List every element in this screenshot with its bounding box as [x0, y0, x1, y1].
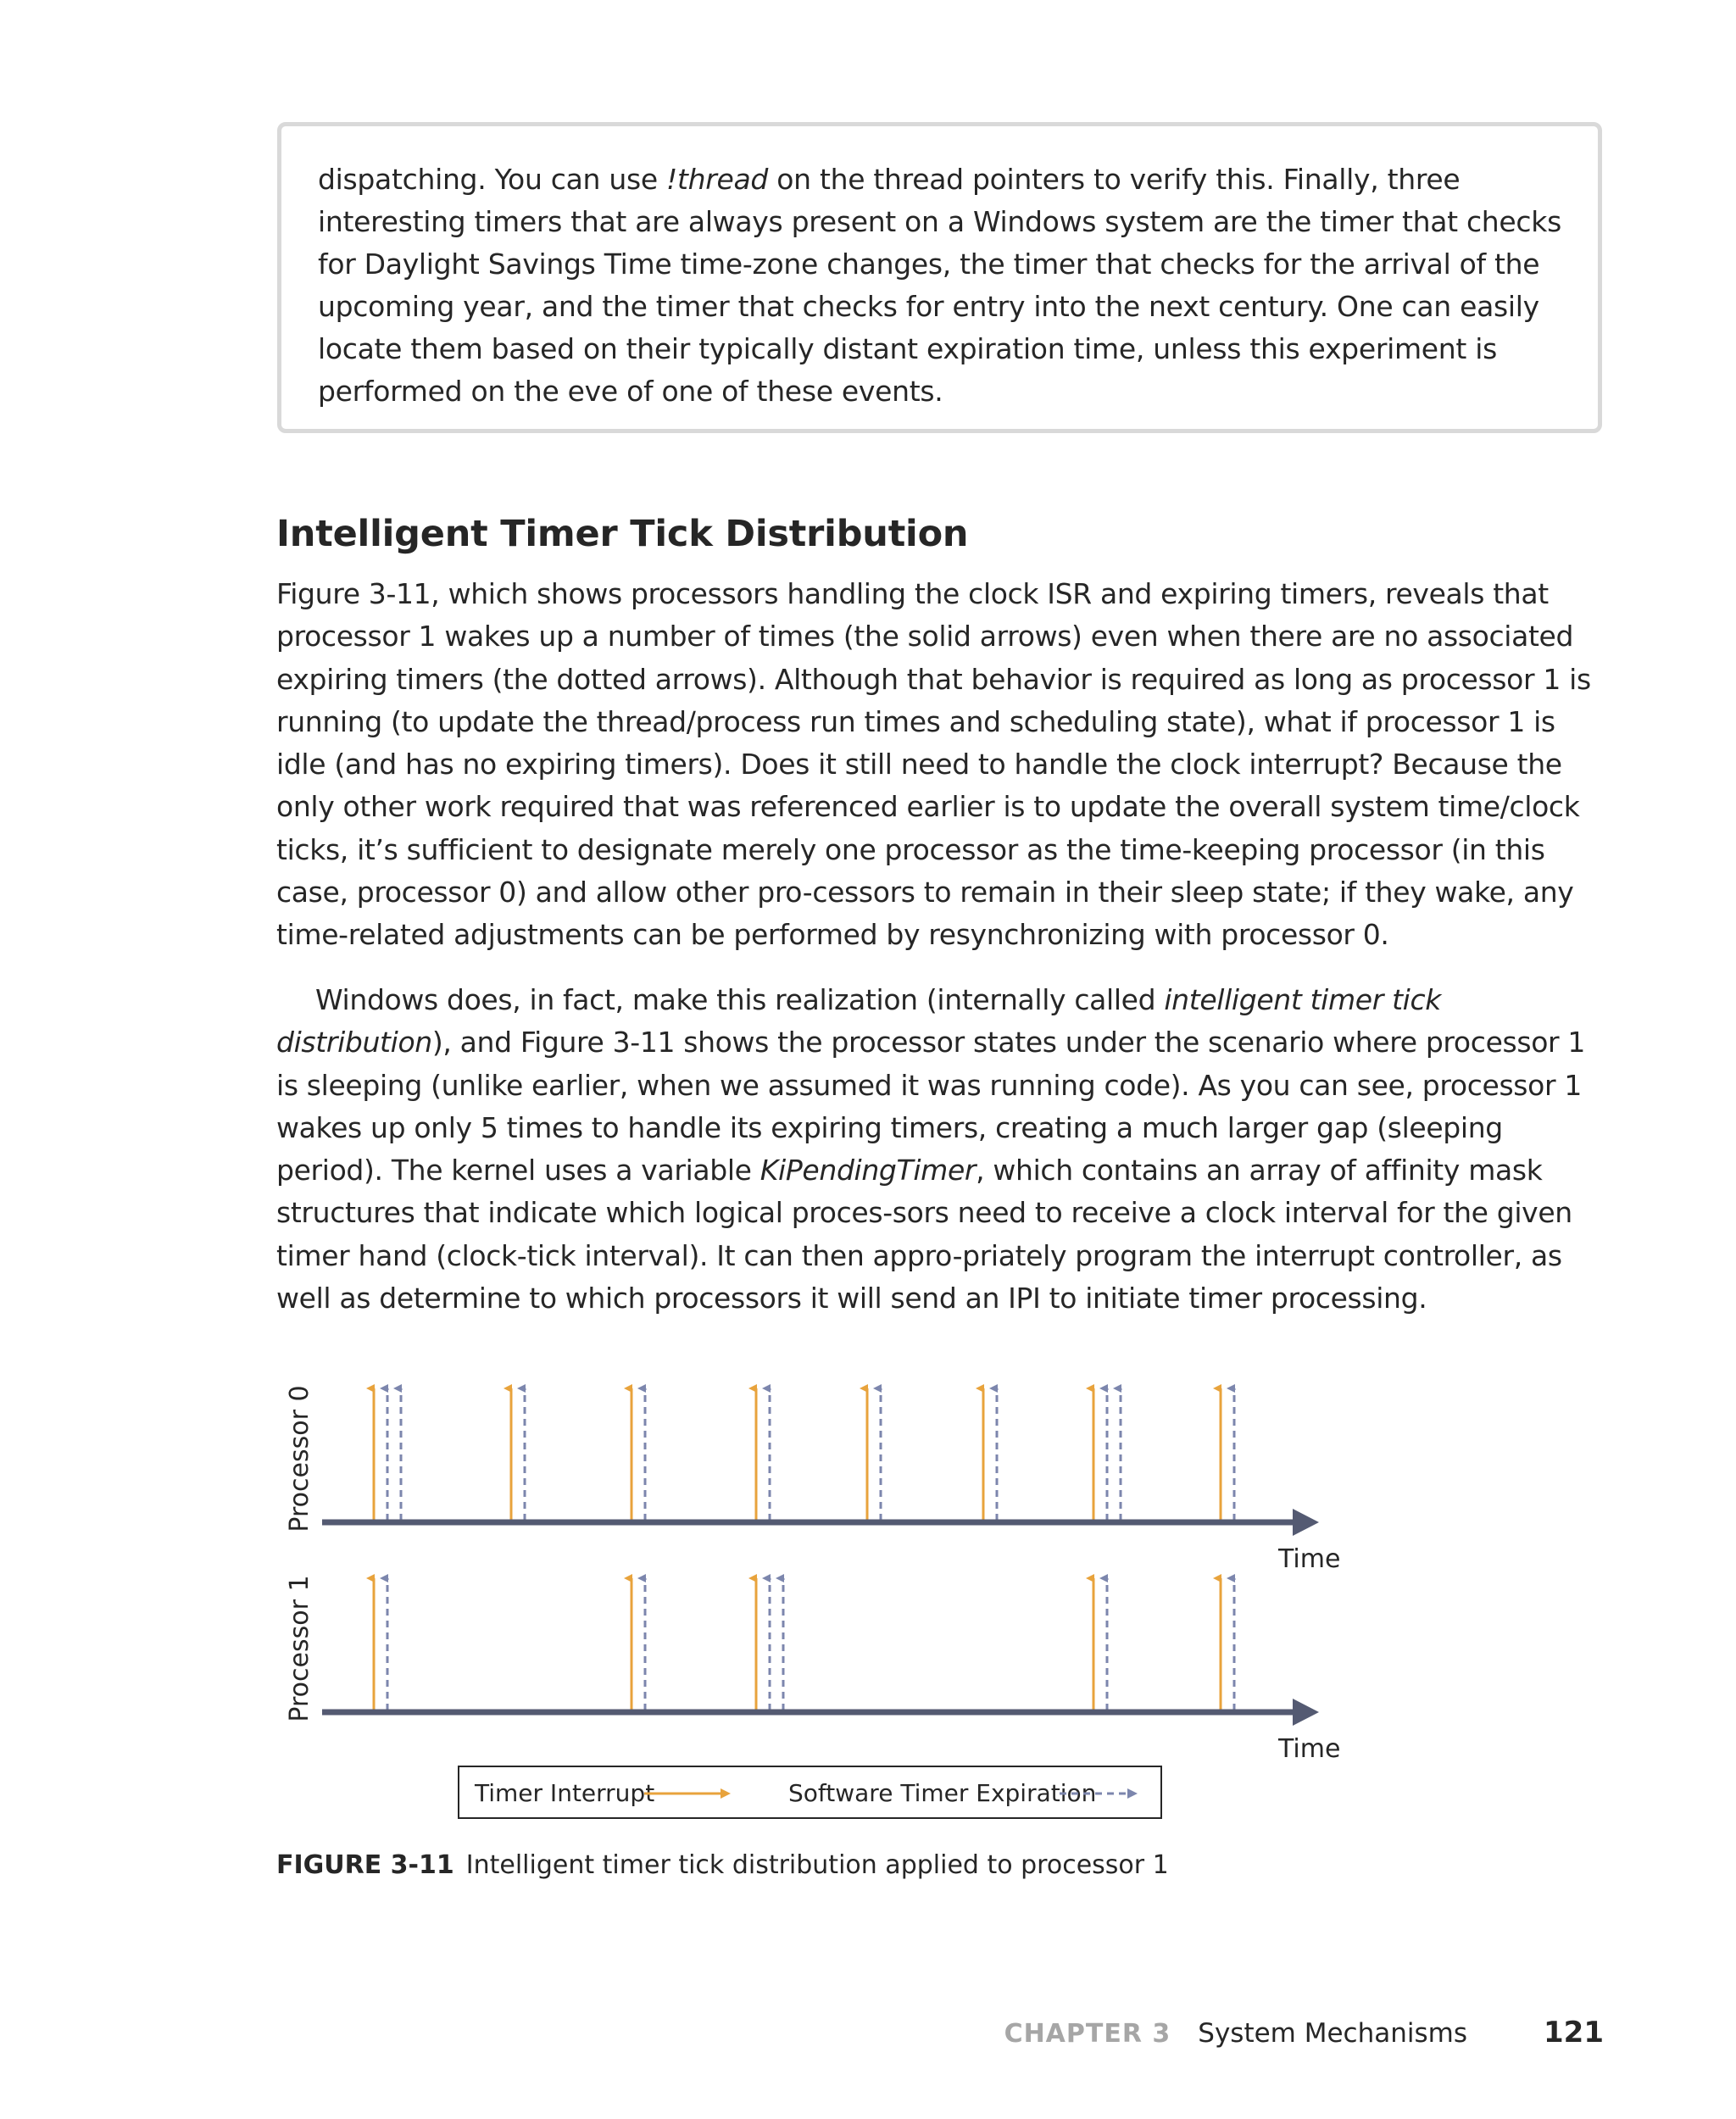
experiment-callout-box [277, 122, 1602, 433]
body-paragraph-2 [276, 979, 1607, 1320]
callout-text [318, 159, 1567, 413]
row-label-processor-1: Processor 1 [285, 1575, 314, 1722]
figure-caption-text: Intelligent timer tick distribution applied to processor 1 [465, 1850, 1169, 1880]
time-axis-label: Time [1278, 1734, 1341, 1764]
body-paragraph-1: Figure 3-11, which shows processors handling the clock ISR and expiring timers, reveals that processor 1 wakes up a number of times (the solid arrows) even when there are no associated expiring timers (the dotted arrows). Although that behavior is required as long as processor 1 is running (to update the thread/process run times and scheduling state), what if processor 1 is idle (and has no expiring timers). Does it still need to handle the clock interrupt? Because the only other work required that was referenced earlier is to update the overall system time/clock ticks, it’s sufficient to designate merely one processor as the time-keeping processor (in this case, processor 0) and allow other pro-cessors to remain in their sleep state; if they wake, any time-related adjustments can be performed by resynchronizing with processor 0. [276, 577, 1591, 952]
text-run: dispatching. You can use [318, 163, 667, 196]
section-heading: Intelligent Timer Tick Distribution [276, 513, 969, 555]
text-run: ), and Figure 3-11 shows the processor states under the scenario where processor 1 is sleeping (unlike earlier, when we assumed it was running code). As you can see, processor 1 wakes up only 5 times to handle its expiring timers, creating a much larger gap (sleeping period). The kernel uses a variable [276, 1026, 1586, 1187]
row-label-processor-0: Processor 0 [285, 1385, 314, 1532]
legend-label-software-timer: Software Timer Expiration [788, 1779, 1097, 1807]
timer-tick-figure [271, 1356, 1373, 1831]
footer-chapter: CHAPTER 3 [1004, 2019, 1171, 2049]
time-axis-arrowhead [1293, 1509, 1319, 1536]
page-number: 121 [1544, 2016, 1604, 2049]
text-run: Windows does, in fact, make this realization (internally called [315, 983, 1165, 1016]
italic-term: intelligent timer tick distribution [276, 983, 1442, 1060]
text-run: , which contains an array of affinity mask structures that indicate which logical proces-sors need to receive a clock interval for the given timer hand (clock-tick interval). It can then appro-priately program the interrupt controller, as well as determine to which processors it will send an IPI to initiate timer processing. [276, 1154, 1572, 1315]
text-run: on the thread pointers to verify this. Finally, three interesting timers that are always present on a Windows system are the timer that checks for Daylight Savings Time time-zone changes, the timer that checks for the arrival of the upcoming year, and the timer that checks for entry into the next century. One can easily locate them based on their typically distant expiration time, unless this experiment is performed on the eve of one of these events. [318, 163, 1561, 408]
figure-caption [276, 1850, 1169, 1880]
figure-caption-label: FIGURE 3-11 [276, 1850, 454, 1880]
figure-legend [459, 1766, 1161, 1818]
time-axis-label: Time [1278, 1544, 1341, 1574]
body-paragraph-2-text [276, 983, 1585, 1315]
legend-label-timer-interrupt: Timer Interrupt [475, 1779, 655, 1807]
footer-chapter-title: System Mechanisms [1198, 2018, 1468, 2049]
italic-term: KiPendingTimer [760, 1154, 976, 1187]
italic-term: !thread [666, 163, 769, 196]
page-footer [1004, 2016, 1604, 2049]
time-axis-arrowhead [1293, 1699, 1319, 1726]
